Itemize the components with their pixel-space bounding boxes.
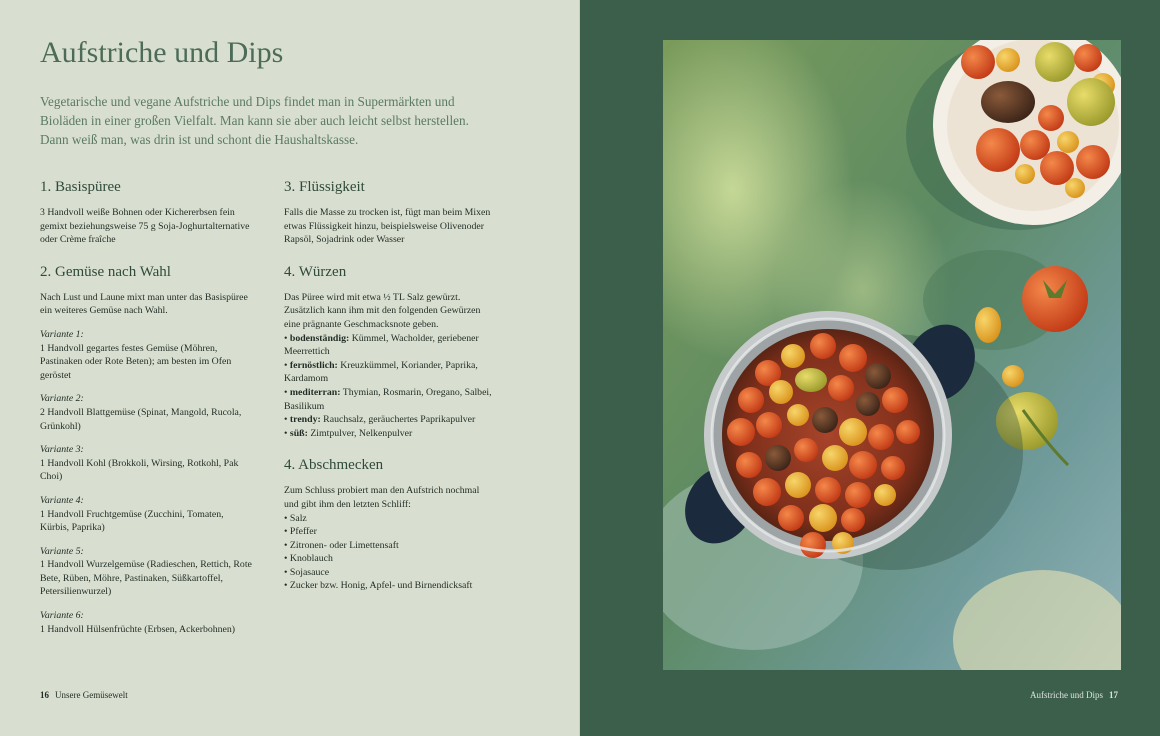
- list-item: • bodenständig: Kümmel, Wacholder, geriebener Meerrettich: [284, 332, 496, 359]
- intro-paragraph: Vegetarische und vegane Aufstriche und Dips findet man in Supermärkten und Bioläden in einer großen Vielfalt. Man kann sie aber auch leicht selbst herstellen. Dann weiß man, was drin ist und schont die Haushaltskasse.: [40, 94, 469, 147]
- variant-item: [40, 609, 252, 636]
- list-item: • Sojasauce: [284, 566, 496, 580]
- left-column: [40, 178, 252, 636]
- variant-text: 1 Handvoll Wurzelgemüse (Radieschen, Rettich, Rote Bete, Rüben, Möhre, Pastinaken, Süßkartoffel, Petersilienwurzel): [40, 559, 252, 598]
- variant-item: [40, 392, 252, 433]
- section-heading: 4. Würzen: [284, 263, 347, 280]
- section-text: Falls die Masse zu trocken ist, fügt man beim Mixen etwas Flüssigkeit hinzu, beispielsweise Olivenoder Rapsöl, Sojadrink oder Wasser: [284, 207, 491, 246]
- list-item: • Knoblauch: [284, 552, 496, 566]
- variant-label: Variante 2:: [40, 393, 84, 405]
- page-number: 16: [40, 690, 49, 700]
- variant-item: [40, 545, 252, 599]
- tomato-colander-photo: [663, 40, 1121, 670]
- section-basispueree: [40, 178, 252, 247]
- variant-item: [40, 494, 252, 535]
- list-item: • süß: Zimtpulver, Nelkenpulver: [284, 427, 496, 441]
- section-heading: 4. Abschmecken: [284, 457, 384, 474]
- variant-text: 1 Handvoll Hülsenfrüchte (Erbsen, Ackerbohnen): [40, 623, 236, 635]
- section-text: Zum Schluss probiert man den Aufstrich nochmal und gibt ihm den letzten Schliff:: [284, 485, 480, 510]
- list-item: • trendy: Rauchsalz, geräuchertes Paprikapulver: [284, 413, 496, 427]
- page-title: Aufstriche und Dips: [40, 36, 284, 69]
- spice-list: [284, 332, 496, 441]
- section-gemuese: [40, 263, 252, 636]
- variant-text: 2 Handvoll Blattgemüse (Spinat, Mangold, Rucola, Grünkohl): [40, 406, 242, 432]
- folio-right: [1030, 690, 1118, 700]
- variant-label: Variante 4:: [40, 494, 84, 506]
- right-column: [284, 178, 496, 593]
- section-heading: 3. Flüssigkeit: [284, 179, 365, 195]
- section-heading: 2. Gemüse nach Wahl: [40, 263, 171, 280]
- variant-item: [40, 328, 252, 382]
- variant-label: Variante 1:: [40, 328, 84, 340]
- section-abschmecken: [284, 456, 496, 593]
- list-item: • Pfeffer: [284, 525, 496, 539]
- variant-text: 1 Handvoll gegartes festes Gemüse (Möhren, Pastinaken oder Rote Beten); am besten im Ofen geröstet: [40, 342, 232, 381]
- list-item: • Zucker bzw. Honig, Apfel- und Birnendicksaft: [284, 579, 496, 593]
- variant-item: [40, 443, 252, 484]
- section-text: Nach Lust und Laune mixt man unter das Basispüree ein weiteres Gemüse nach Wahl.: [40, 291, 248, 317]
- list-item: • Salz: [284, 512, 496, 526]
- running-head: Aufstriche und Dips: [1030, 690, 1103, 700]
- seasoning-list: [284, 512, 496, 594]
- list-item: • fernöstlich: Kreuzkümmel, Koriander, Paprika, Kardamom: [284, 359, 496, 386]
- section-fluessigkeit: [284, 178, 496, 247]
- list-item: • Zitronen- oder Limettensaft: [284, 539, 496, 553]
- section-wuerzen: [284, 263, 496, 441]
- section-text: 3 Handvoll weiße Bohnen oder Kichererbsen fein gemixt beziehungsweise 75 g Soja-Joghurtalternative oder Crème fraîche: [40, 207, 250, 246]
- folio-left: [40, 690, 128, 700]
- variant-label: Variante 5:: [40, 545, 84, 557]
- variant-text: 1 Handvoll Kohl (Brokkoli, Wirsing, Rotkohl, Pak Choi): [40, 457, 239, 483]
- section-heading: 1. Basispüree: [40, 179, 121, 195]
- photo-illustration: [663, 40, 1121, 670]
- variant-label: Variante 3:: [40, 444, 84, 456]
- section-text: Das Püree wird mit etwa ½ TL Salz gewürzt. Zusätzlich kann ihm mit den folgenden Gewürzen eine prägnante Geschmacksnote geben.: [284, 291, 481, 330]
- list-item: • mediterran: Thymian, Rosmarin, Oregano, Salbei, Basilikum: [284, 386, 496, 413]
- variant-label: Variante 6:: [40, 610, 84, 622]
- variant-text: 1 Handvoll Fruchtgemüse (Zucchini, Tomaten, Kürbis, Paprika): [40, 508, 224, 534]
- running-head: Unsere Gemüsewelt: [55, 690, 128, 700]
- page-number: 17: [1109, 690, 1118, 700]
